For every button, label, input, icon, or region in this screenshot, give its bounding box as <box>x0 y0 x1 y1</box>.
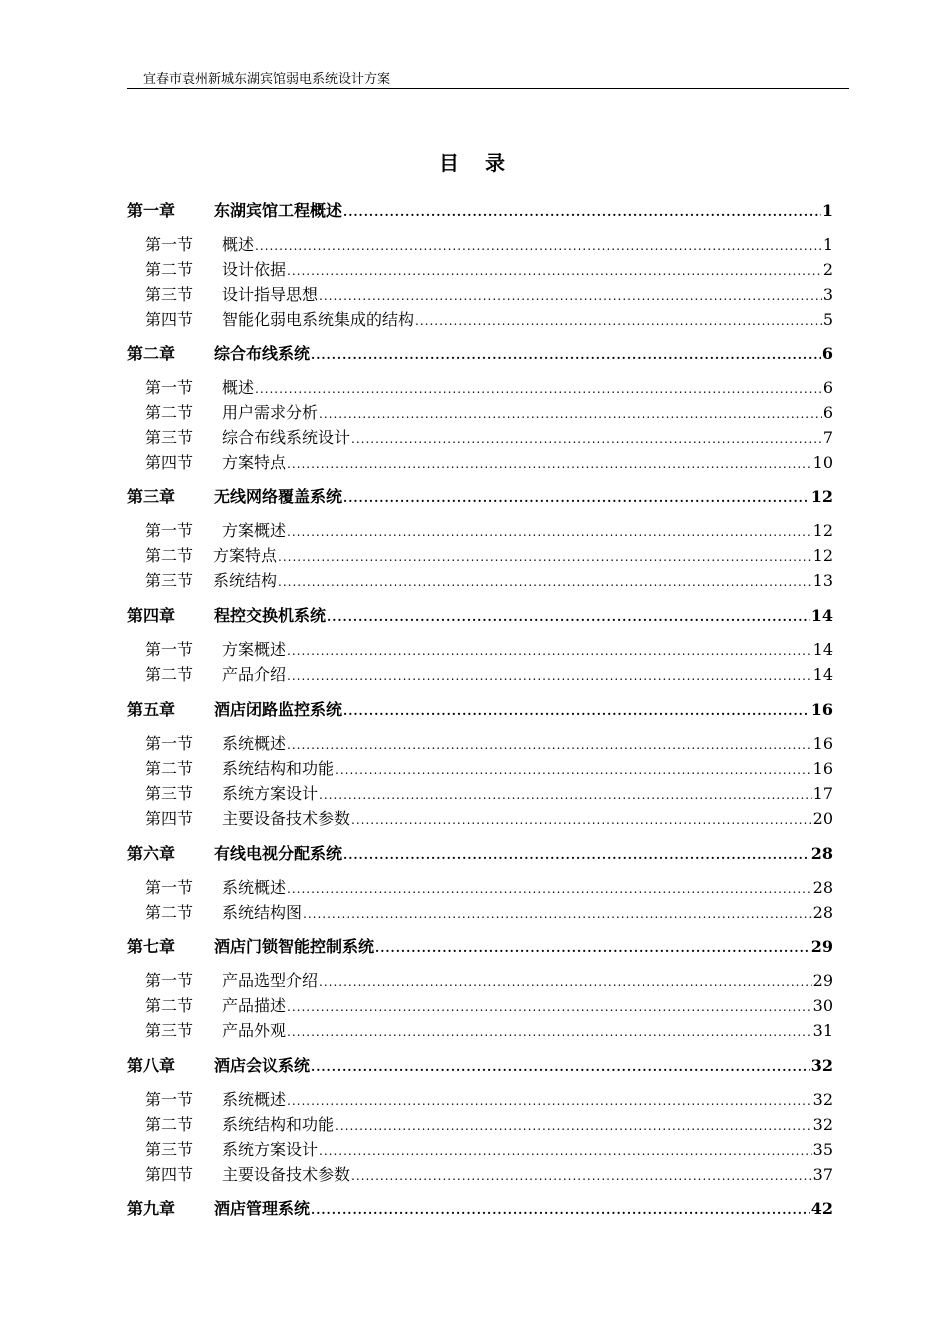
toc-entry-label: 概述 <box>222 378 255 397</box>
toc-entry-label: 酒店会议系统 <box>214 1056 311 1075</box>
toc-title-char: 目 <box>439 151 465 175</box>
toc-entry-label: 系统结构图 <box>222 903 303 922</box>
toc-page-number: 5 <box>822 310 833 329</box>
toc-dot-leader <box>343 491 810 505</box>
toc-page-number: 28 <box>812 903 833 922</box>
toc-entry-number: 第四节 <box>145 310 194 329</box>
toc-chapter-entry[interactable] <box>127 697 833 720</box>
toc-entry-label: 酒店管理系统 <box>214 1199 311 1218</box>
toc-page-number: 28 <box>812 878 833 897</box>
toc-page-number: 42 <box>810 1199 833 1218</box>
toc-entry-label: 主要设备技术参数 <box>222 1165 351 1184</box>
toc-entry-number: 第七章 <box>127 937 176 956</box>
toc-dot-leader <box>319 788 812 802</box>
toc-entry-label: 方案特点 <box>213 546 278 565</box>
toc-entry-number: 第一节 <box>145 378 194 397</box>
toc-page-number: 7 <box>822 428 833 447</box>
toc-entry-label: 系统结构和功能 <box>222 1115 335 1134</box>
toc-dot-leader <box>287 457 812 471</box>
toc-page-number: 6 <box>822 403 833 422</box>
toc-dot-leader <box>415 314 822 328</box>
toc-dot-leader <box>327 610 810 624</box>
toc-section-entry[interactable] <box>145 968 833 991</box>
toc-entry-label: 系统概述 <box>222 1090 287 1109</box>
toc-entry-number: 第二节 <box>145 665 194 684</box>
toc-dot-leader <box>375 941 810 955</box>
toc-entry-label: 产品介绍 <box>222 665 287 684</box>
toc-section-entry[interactable] <box>145 307 833 330</box>
toc-entry-number: 第一节 <box>145 971 194 990</box>
toc-entry-number: 第二节 <box>145 403 194 422</box>
toc-section-entry[interactable] <box>145 756 833 779</box>
toc-page-number: 14 <box>812 640 833 659</box>
toc-dot-leader <box>319 975 812 989</box>
toc-entry-label: 方案概述 <box>222 521 287 540</box>
toc-entry-number: 第三节 <box>145 784 194 803</box>
toc-entry-number: 第三节 <box>145 285 194 304</box>
toc-page-number: 12 <box>812 521 833 540</box>
toc-section-entry[interactable] <box>145 1087 833 1110</box>
toc-page-number: 17 <box>812 784 833 803</box>
toc-dot-leader <box>351 1169 812 1183</box>
toc-page-number: 12 <box>812 546 833 565</box>
toc-page-number: 32 <box>810 1056 833 1075</box>
toc-entry-number: 第一节 <box>145 734 194 753</box>
toc-entry-number: 第三节 <box>145 571 194 590</box>
toc-entry-label: 设计依据 <box>222 260 287 279</box>
toc-entry-number: 第一节 <box>145 521 194 540</box>
toc-dot-leader <box>303 907 812 921</box>
toc-section-entry[interactable] <box>145 257 833 280</box>
toc-entry-label: 产品描述 <box>222 996 287 1015</box>
toc-section-entry[interactable] <box>145 568 833 591</box>
toc-entry-number: 第九章 <box>127 1199 176 1218</box>
toc-entry-number: 第一节 <box>145 235 194 254</box>
toc-page-number: 29 <box>810 937 833 956</box>
toc-dot-leader <box>255 382 822 396</box>
toc-entry-label: 主要设备技术参数 <box>222 809 351 828</box>
toc-entry-number: 第二节 <box>145 1115 194 1134</box>
toc-chapter-entry[interactable] <box>127 1053 833 1076</box>
toc-entry-number: 第三章 <box>127 487 176 506</box>
toc-chapter-entry[interactable] <box>127 1196 833 1219</box>
toc-dot-leader <box>278 550 812 564</box>
toc-entry-label: 综合布线系统 <box>214 344 311 363</box>
toc-entry-label: 产品外观 <box>222 1021 287 1040</box>
toc-entry-label: 系统方案设计 <box>222 1140 319 1159</box>
toc-section-entry[interactable] <box>145 518 833 541</box>
toc-dot-leader <box>287 264 822 278</box>
toc-entry-number: 第四节 <box>145 809 194 828</box>
toc-page-number: 6 <box>822 378 833 397</box>
toc-dot-leader <box>287 1000 812 1014</box>
toc-section-entry[interactable] <box>145 232 833 255</box>
toc-dot-leader <box>287 882 812 896</box>
toc-dot-leader <box>343 848 810 862</box>
toc-entry-number: 第三节 <box>145 1021 194 1040</box>
toc-entry-number: 第八章 <box>127 1056 176 1075</box>
toc-section-entry[interactable] <box>145 637 833 660</box>
toc-entry-label: 用户需求分析 <box>222 403 319 422</box>
toc-entry-number: 第五章 <box>127 700 176 719</box>
toc-entry-label: 系统概述 <box>222 734 287 753</box>
toc-entry-label: 产品选型介绍 <box>222 971 319 990</box>
toc-entry-label: 有线电视分配系统 <box>214 844 343 863</box>
toc-dot-leader <box>287 1094 812 1108</box>
toc-chapter-entry[interactable] <box>127 934 833 957</box>
toc-section-entry[interactable] <box>145 1137 833 1160</box>
toc-page-number: 3 <box>822 285 833 304</box>
toc-page-number: 37 <box>812 1165 833 1184</box>
toc-entry-number: 第二节 <box>145 903 194 922</box>
toc-dot-leader <box>351 813 812 827</box>
toc-section-entry[interactable] <box>145 425 833 448</box>
toc-page-number: 30 <box>812 996 833 1015</box>
toc-page-number: 14 <box>812 665 833 684</box>
toc-section-entry[interactable] <box>145 375 833 398</box>
toc-entry-label: 系统结构 <box>213 571 278 590</box>
toc-entry-number: 第二章 <box>127 344 176 363</box>
toc-dot-leader <box>319 289 822 303</box>
toc-dot-leader <box>319 407 822 421</box>
toc-section-entry[interactable] <box>145 1112 833 1135</box>
toc-chapter-entry[interactable] <box>127 603 833 626</box>
toc-dot-leader <box>311 348 821 362</box>
toc-entry-label: 程控交换机系统 <box>214 606 327 625</box>
toc-page-number: 1 <box>821 201 833 220</box>
toc-dot-leader <box>335 763 812 777</box>
toc-section-entry[interactable] <box>145 806 833 829</box>
toc-section-entry[interactable] <box>145 875 833 898</box>
toc-page-number: 20 <box>812 809 833 828</box>
toc-entry-label: 方案概述 <box>222 640 287 659</box>
toc-dot-leader <box>335 1119 812 1133</box>
toc-dot-leader <box>287 738 812 752</box>
toc-page-number: 12 <box>810 487 833 506</box>
toc-section-entry[interactable] <box>145 1162 833 1185</box>
toc-dot-leader <box>343 205 821 219</box>
toc-entry-number: 第三节 <box>145 428 194 447</box>
toc-entry-number: 第二节 <box>145 260 194 279</box>
toc-dot-leader <box>287 525 812 539</box>
toc-section-entry[interactable] <box>145 781 833 804</box>
toc-entry-label: 设计指导思想 <box>222 285 319 304</box>
toc-page-number: 16 <box>812 759 833 778</box>
header-title: 宜春市袁州新城东湖宾馆弱电系统设计方案 <box>143 72 391 87</box>
toc-page-number: 31 <box>812 1021 833 1040</box>
toc-page-number: 32 <box>812 1090 833 1109</box>
toc-page-number: 6 <box>821 344 833 363</box>
toc-entry-label: 系统结构和功能 <box>222 759 335 778</box>
toc-page-number: 1 <box>822 235 833 254</box>
toc-dot-leader <box>343 704 810 718</box>
toc-section-entry[interactable] <box>145 900 833 923</box>
toc-section-entry[interactable] <box>145 450 833 473</box>
toc-entry-number: 第一节 <box>145 878 194 897</box>
toc-page-number: 29 <box>812 971 833 990</box>
toc-entry-number: 第四节 <box>145 1165 194 1184</box>
toc-dot-leader <box>351 432 822 446</box>
toc-entry-label: 概述 <box>222 235 255 254</box>
toc-section-entry[interactable] <box>145 400 833 423</box>
toc-chapter-entry[interactable] <box>127 841 833 864</box>
toc-entry-label: 方案特点 <box>222 453 287 472</box>
toc-page-number: 13 <box>812 571 833 590</box>
toc-dot-leader <box>255 239 822 253</box>
toc-page-number: 14 <box>810 606 833 625</box>
toc-dot-leader <box>311 1203 810 1217</box>
toc-entry-number: 第一章 <box>127 201 176 220</box>
toc-entry-label: 东湖宾馆工程概述 <box>214 201 343 220</box>
toc-dot-leader <box>287 1025 812 1039</box>
toc-dot-leader <box>311 1060 810 1074</box>
toc-dot-leader <box>287 644 812 658</box>
toc-dot-leader <box>287 669 812 683</box>
toc-entry-number: 第四节 <box>145 453 194 472</box>
toc-page-number: 28 <box>810 844 833 863</box>
toc-title-char: 录 <box>485 151 511 175</box>
toc-dot-leader <box>319 1144 812 1158</box>
toc-chapter-entry[interactable] <box>127 341 833 364</box>
toc-page-number: 16 <box>810 700 833 719</box>
toc-entry-label: 智能化弱电系统集成的结构 <box>222 310 415 329</box>
toc-entry-number: 第二节 <box>145 996 194 1015</box>
toc-section-entry[interactable] <box>145 662 833 685</box>
toc-entry-number: 第一节 <box>145 1090 194 1109</box>
toc-chapter-entry[interactable] <box>127 198 833 221</box>
toc-entry-label: 酒店门锁智能控制系统 <box>214 937 375 956</box>
toc-section-entry[interactable] <box>145 1018 833 1041</box>
toc-page-number: 2 <box>822 260 833 279</box>
toc-entry-label: 酒店闭路监控系统 <box>214 700 343 719</box>
toc-section-entry[interactable] <box>145 543 833 566</box>
toc-entry-number: 第三节 <box>145 1140 194 1159</box>
toc-section-entry[interactable] <box>145 993 833 1016</box>
toc-section-entry[interactable] <box>145 282 833 305</box>
toc-entry-number: 第二节 <box>145 759 194 778</box>
toc-entry-number: 第二节 <box>145 546 194 565</box>
toc-entry-label: 系统方案设计 <box>222 784 319 803</box>
toc-page-number: 35 <box>812 1140 833 1159</box>
toc-page-number: 16 <box>812 734 833 753</box>
toc-entry-label: 系统概述 <box>222 878 287 897</box>
toc-entry-label: 无线网络覆盖系统 <box>214 487 343 506</box>
toc-section-entry[interactable] <box>145 731 833 754</box>
toc-entry-number: 第四章 <box>127 606 176 625</box>
toc-entry-label: 综合布线系统设计 <box>222 428 351 447</box>
toc-page-number: 32 <box>812 1115 833 1134</box>
toc-entry-number: 第一节 <box>145 640 194 659</box>
toc-chapter-entry[interactable] <box>127 484 833 507</box>
toc-dot-leader <box>278 575 812 589</box>
toc-entry-number: 第六章 <box>127 844 176 863</box>
toc-page-number: 10 <box>812 453 833 472</box>
